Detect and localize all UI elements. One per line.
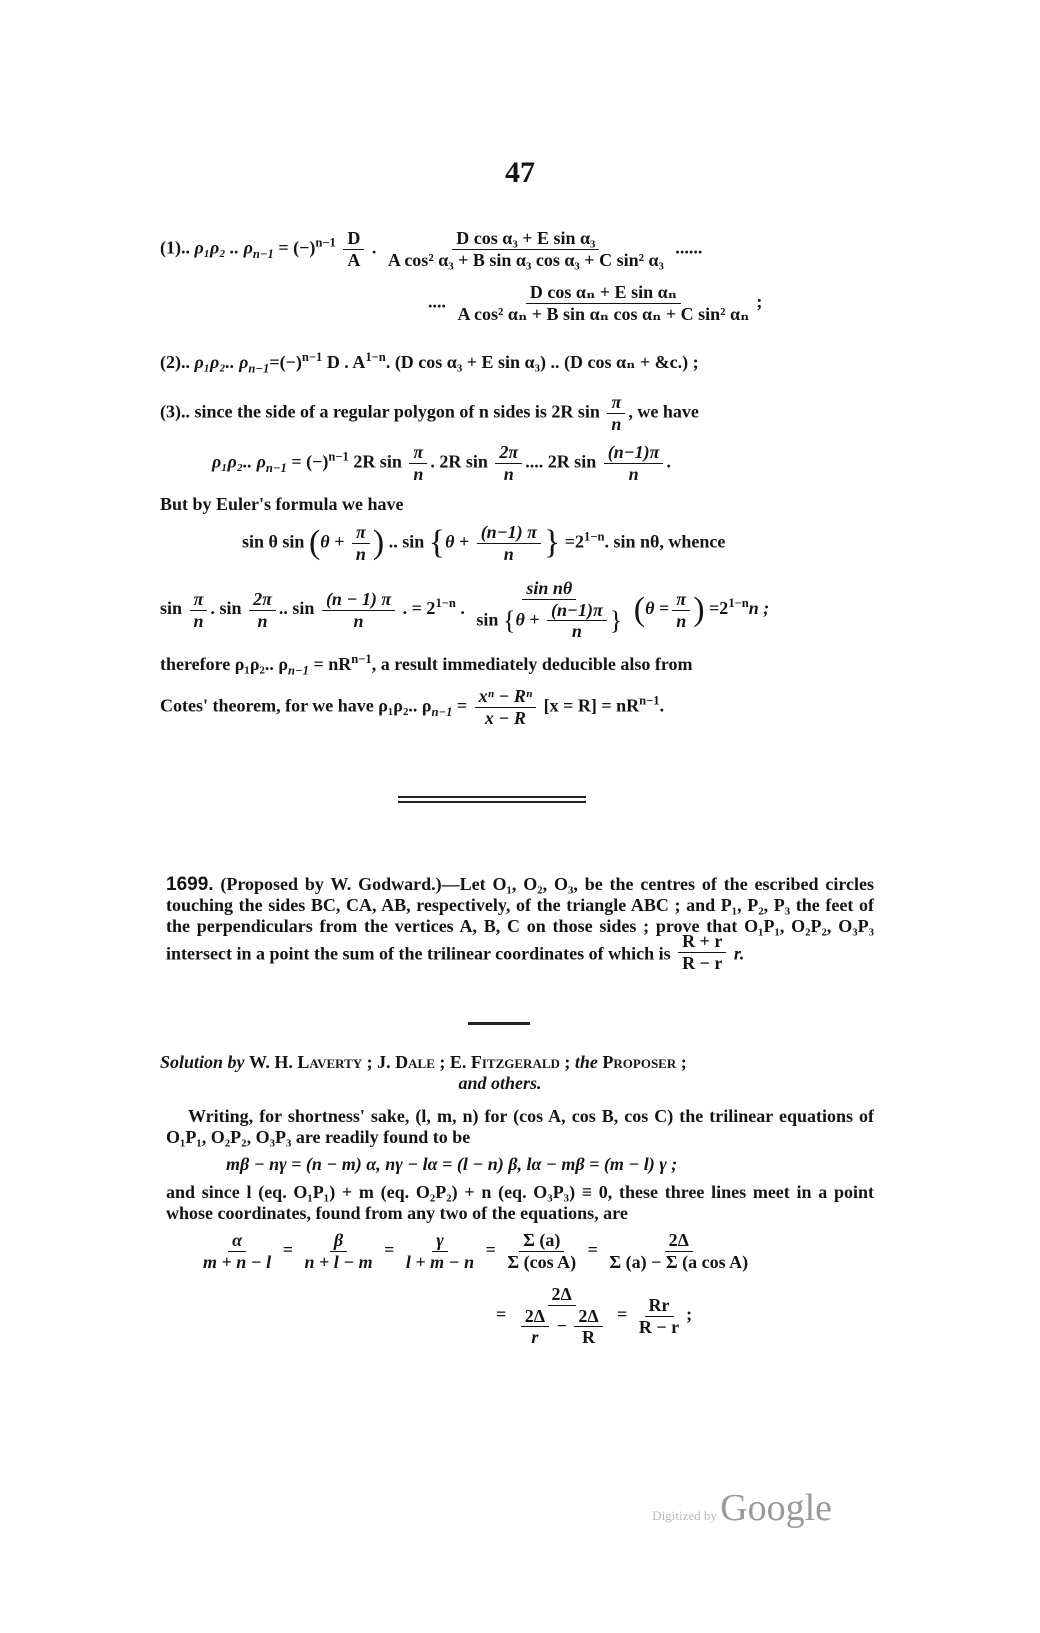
short-divider (468, 1022, 530, 1025)
therefore-line: therefore ρ₁ρ₂.. $\rho_{n-1} = nR^{n-1}$, a result immediately deducible also from (160, 652, 693, 678)
ellipsis: .... (428, 291, 446, 312)
ellipsis: ...... (675, 237, 703, 258)
fraction-alpha3: $\frac{\text{D cos α₃ + E sin α₃}}{\text{A cos² α₃ + B sin α₃ cos α₃ + C sin² α₃}}$ (387, 228, 664, 270)
problem-1699: 1699. (Proposed by W. Godward.)—Let O₁, O₂, O₃, be the centres of the escribed circles touching the sides BC, CA, AB, respectively, of the triangle ABC ; and P₁, P₂, P₃ the feet of the perpendiculars from the vertices A, B, C on those sides ; prove that O₁P₁, O₂P₂, O₃P₃ intersect in a point the sum of the trilinear coordinates of which is $\frac{R + r}{R - r}$ r. (166, 874, 874, 973)
equation-label: (1).. (160, 237, 190, 258)
trilinear-equations: mβ − nγ = (n − m) α, nγ − lα = (l − n) β, lα − mβ = (m − l) γ ; (226, 1154, 678, 1174)
equation-3: (3).. since the side of a regular polygon of n sides is 2R sin $\frac{\pi}{n}$ , we have (160, 392, 699, 434)
cotes-line: Cotes' theorem, for we have ρ₁ρ₂.. $\rho_{n-1}$ = $\frac{\text{xⁿ − Rⁿ}}{x - R}$ $[x = R] = nR^{n-1}$. (160, 686, 665, 728)
fraction-alpha-n: $\frac{\text{D cos αₙ + E sin αₙ}}{\text{A cos² αₙ + B sin αₙ cos αₙ + C sin² αₙ}}$ (457, 282, 750, 324)
fraction-d-over-a: $\frac{D}{A}$ (343, 228, 364, 270)
section-divider (398, 801, 586, 803)
problem-text: —Let O₁, O₂, O₃, be the centres of the escribed circles touching the sides BC, CA, AB, respectively, of the triangle ABC ; and P₁, P₂, P₃ the feet of the perpendiculars from the vertices A, B, C on those sides ; prove that O₁P₁, O₂P₂, O₃P₃ intersect in a point the sum of the trilinear coordinates of which is (166, 874, 874, 964)
coordinates-equation-cont: = 2Δ $\frac{2\Delta}{r}$ − $\frac{2\Delta}{R}$ = $\frac{Rr}{R - r}$ ; (496, 1284, 693, 1348)
and-since-paragraph: and since l (eq. O₁P₁) + m (eq. O₂P₂) + n (eq. O₃P₃) ≡ 0, these three lines meet in a point whose coordinates, found from any two of the equations, are (166, 1182, 874, 1223)
equation-3-product: ρ₁ρ₂.. $\rho_{n-1} = (-)^{n-1}$ 2R sin $\frac{\pi}{n}$ . 2R sin $\frac{2\pi}{n}$ .... 2R sin $\frac{(n-1)\pi}{n}$ . (212, 442, 671, 484)
page-number: 47 (505, 156, 535, 189)
google-logo: Google (720, 1487, 832, 1529)
problem-proposer: (Proposed by W. Godward.) (220, 874, 442, 894)
superscript: n−1 (315, 235, 336, 250)
fraction-pi-over-n: $\frac{\pi}{n}$ (607, 392, 625, 434)
solution-heading: Solution by W. H. Laverty ; J. Dale ; E. Fitzgerald ; the Proposer ; (160, 1052, 687, 1072)
solution-heading-others: and others. (458, 1073, 542, 1093)
subscript: n−1 (252, 246, 274, 261)
equation-1-line-1: (1).. ρ₁ρ₂ .. $\rho_{n-1} = (-)^{n-1}$ $\frac{D}{A}$ . $\frac{\text{D cos α₃ + E sin α₃}}{\text{A cos² α₃ + B sin α₃ cos α₃ + C sin² α₃}}$ ...... (160, 228, 703, 270)
equation-1-line-2: .... $\frac{\text{D cos αₙ + E sin αₙ}}{\text{A cos² αₙ + B sin αₙ cos αₙ + C sin² αₙ}}$ ; (428, 282, 763, 324)
euler-formula: sin θ sin (θ + $\frac{\pi}{n}$ ) .. sin {θ + $\frac{(n-1) \pi}{n}$ } $=2^{1-n}$. sin nθ, whence (242, 522, 726, 564)
section-divider (398, 796, 586, 798)
problem-number: 1699. (166, 874, 214, 895)
digitized-by-google-watermark: Digitized by Google (652, 1487, 832, 1529)
euler-intro: But by Euler's formula we have (160, 494, 404, 514)
equation-2: (2).. ρ₁ρ₂.. $\rho_{n-1}=(-)^{n-1}$ D . $A^{1-n}$. (D cos α₃ + E sin α₃) .. (D cos αₙ + &c.) ; (160, 350, 699, 376)
coordinates-equation: $\frac{\alpha}{m + n - l}$ = $\frac{\beta}{n + l - m}$ = $\frac{\gamma}{l + m - n}$ = $\frac{\Sigma (a)}{\text{Σ (cos A)}}$ = $\frac{2\Delta}{\text{Σ (a) − Σ (a cos A)}}$ (203, 1230, 749, 1272)
equation-sign: = (−) (278, 237, 316, 258)
fraction-r-ratio: $\frac{R + r}{R - r}$ (678, 931, 726, 973)
equation-lhs: ρ₁ρ₂ .. ρ (194, 237, 253, 258)
writing-paragraph: Writing, for shortness' sake, (l, m, n) for (cos A, cos B, cos C) the trilinear equations of O₁P₁, O₂P₂, O₃P₃ are readily found to be (166, 1106, 874, 1147)
euler-consequence: sin $\frac{\pi}{n}$ . sin $\frac{2\pi}{n}$ .. sin $\frac{(n - 1) \pi}{n}$ . = $2^{1-n}$ . sin nθ sin {θ + $\frac{(n-1)\pi}{n}$ } (θ = $\frac{\pi}{n}$ ) $=2^{1-n}n$ ; (160, 578, 770, 642)
